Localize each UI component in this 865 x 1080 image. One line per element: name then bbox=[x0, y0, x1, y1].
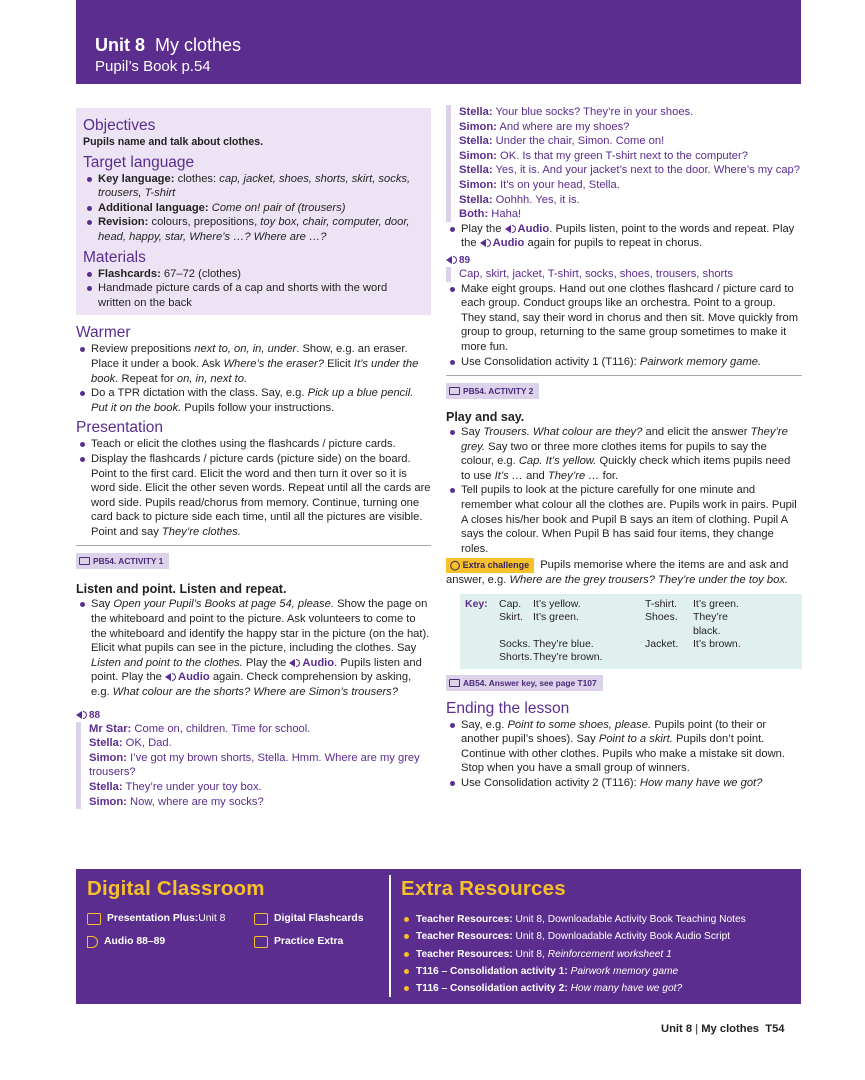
extra-challenge-badge: ◯ Extra challenge bbox=[446, 558, 534, 573]
activity-2-list bbox=[446, 425, 802, 556]
digital-flashcards-link[interactable]: Digital Flashcards bbox=[254, 912, 364, 926]
audio-script-88 bbox=[76, 722, 431, 810]
panel-divider bbox=[389, 875, 391, 997]
activity-1-title: Listen and point. Listen and repeat. bbox=[76, 582, 287, 597]
speaker-icon bbox=[87, 936, 98, 948]
audio-script-89: Cap, skirt, jacket, T-shirt, socks, shoes, trousers, shorts bbox=[446, 267, 802, 282]
speaker-icon bbox=[480, 239, 486, 247]
list-item: Do a TPR dictation with the class. Say, e.g. Pick up a blue pencil. Put it on the book. Pupils follow your instructions. bbox=[76, 386, 431, 415]
book-reference: Pupil’s Book p.54 bbox=[95, 58, 211, 75]
page-footer: Unit 8 | My clothes T54 bbox=[661, 1023, 785, 1035]
book-icon bbox=[449, 387, 460, 395]
presentation-plus-link[interactable]: Presentation Plus: Unit 8 bbox=[87, 912, 225, 926]
dialog-line: Stella: Yes, it is. And your jacket’s next to the door. Where’s my cap? bbox=[459, 164, 800, 177]
audio-script-88-continued bbox=[446, 105, 802, 222]
presentation-heading: Presentation bbox=[76, 419, 164, 437]
list-item: Display the flashcards / picture cards (picture side) on the board. Point to the first card. Elicit the word and then turn it over so it is word side. Elicit the other seven words. Repeat until all the cards are word side. Pupils read/chorus from memory. Continue, turning one card back to picture side each time, until all the pictures are visible. Point and say They’re clothes. bbox=[76, 452, 431, 540]
materials-heading: Materials bbox=[83, 248, 146, 266]
left-column bbox=[76, 108, 431, 809]
target-language-heading: Target language bbox=[83, 153, 195, 171]
activity-2-tag: PB54. ACTIVITY 2 bbox=[446, 383, 539, 399]
list-item: Use Consolidation activity 2 (T116): How many have we got? bbox=[446, 776, 802, 791]
list-item: Say, e.g. Point to some shoes, please. Pupils point (to their or another pupil’s shoes). Say Point to a skirt. Pupils don’t point. Continue with other clothes. Pupils who make a mistake sit down. Stop when you have a small group of winners. bbox=[446, 718, 802, 776]
page-number: T54 bbox=[765, 1023, 785, 1035]
presentation-icon bbox=[87, 913, 101, 925]
book-icon bbox=[79, 557, 90, 565]
resource-item[interactable]: Teacher Resources: Unit 8, Downloadable Activity Book Teaching Notes bbox=[401, 911, 796, 928]
presentation-list bbox=[76, 437, 431, 539]
objectives-text: Pupils name and talk about clothes. bbox=[83, 136, 264, 148]
speaker-icon bbox=[505, 225, 511, 233]
dialog-line: Simon: I’ve got my brown shorts, Stella. Hmm. Where are my grey trousers? bbox=[89, 751, 420, 779]
audio-track-89: 89 bbox=[446, 254, 802, 267]
dialog-line: Simon: It’s on your head, Stella. bbox=[459, 178, 620, 191]
list-item: Tell pupils to look at the picture carefully for one minute and remember what colour all the clothes are. Pupils work in pairs. Pupil A closes his/her book and Pupil B says an item of clothing. Pupil A says the colour. When Pupil B has said four items, they change roles. bbox=[446, 483, 802, 556]
unit-title: My clothes bbox=[155, 35, 242, 55]
answer-key: Key: Cap. It’s yellow. T-shirt. It’s green. Skirt. It’s green. Shoes. They’re black. Socks. They’re blue. Jacket. It’s brown. Shorts. They’re brown. bbox=[460, 594, 802, 668]
speaker-icon bbox=[76, 711, 82, 719]
list-item: Handmade picture cards of a cap and shorts with the word written on the back bbox=[83, 281, 423, 310]
divider bbox=[446, 375, 802, 376]
unit-number: Unit 8 bbox=[95, 35, 146, 55]
dialog-line: Stella: Your blue socks? They’re in your shoes. bbox=[459, 106, 694, 118]
resource-item[interactable]: Teacher Resources: Unit 8, Reinforcement worksheet 1 bbox=[401, 946, 796, 963]
extra-resources-list bbox=[401, 911, 796, 997]
ending-heading: Ending the lesson bbox=[446, 699, 570, 717]
list-item: Revision: colours, prepositions, toy box, chair, computer, door, head, happy, star, Where’s …? Where are …? bbox=[83, 215, 423, 244]
ending-list bbox=[446, 718, 802, 791]
target-language-list bbox=[83, 172, 423, 245]
list-item: Say Trousers. What colour are they? and elicit the answer They’re grey. Say two or three more clothes items for pupils to say the colour, e.g. Cap. It’s yellow. Quickly check which items pupils need to use It’s … and They’re … for. bbox=[446, 425, 802, 483]
activity-2-title: Play and say. bbox=[446, 410, 525, 425]
list-item: Make eight groups. Hand out one clothes flashcard / picture card to each group. Conduct groups like an orchestra. Point to a group. They stand, say their word in chorus and then sit. Move quickly from group to group, returning to the same group sometimes to make it more fun. bbox=[446, 282, 802, 355]
group-activity-list bbox=[446, 282, 802, 370]
audio-link[interactable]: Audio 88–89 bbox=[87, 935, 165, 949]
digital-classroom-heading: Digital Classroom bbox=[87, 877, 265, 900]
list-item: Play the Audio. Pupils listen, point to the words and repeat. Play the Audio again for pupils to repeat in chorus. bbox=[446, 222, 802, 251]
activity-1-tag: PB54. ACTIVITY 1 bbox=[76, 553, 169, 569]
resource-item[interactable]: T116 – Consolidation activity 2: How many have we got? bbox=[401, 980, 796, 997]
divider bbox=[76, 545, 431, 546]
dialog-line: Simon: Now, where are my socks? bbox=[89, 795, 264, 808]
key-label: Key: bbox=[465, 598, 488, 611]
list-item: Flashcards: 67–72 (clothes) bbox=[83, 267, 423, 282]
list-item: Say Open your Pupil’s Books at page 54, please. Show the page on the whiteboard and point to the picture. Ask volunteers to come to the whiteboard and identify the happy star in the picture (on the hat). Elicit what pupils can see in the picture, including the clothes. Say Listen and point to the clothes. Play the Audio. Pupils listen and point. Play the Audio again. Check comprehension by asking, e.g. What colour are the shorts? Where are Simon’s trousers? bbox=[76, 597, 431, 699]
list-item: Use Consolidation activity 1 (T116): Pairwork memory game. bbox=[446, 355, 802, 370]
materials-list bbox=[83, 267, 423, 311]
list-item: Key language: clothes: cap, jacket, shoes, shorts, skirt, socks, trousers, T-shirt bbox=[83, 172, 423, 201]
dialog-line: Stella: They’re under your toy box. bbox=[89, 781, 262, 793]
list-item: Additional language: Come on! pair of (trousers) bbox=[83, 201, 423, 216]
list-item: Review prepositions next to, on, in, under. Show, e.g. an eraser. Place it under a book. Ask Where’s the eraser? Elicit It’s under the book. Repeat for on, in, next to. bbox=[76, 342, 431, 386]
right-column bbox=[446, 105, 802, 790]
speaker-icon bbox=[446, 256, 452, 264]
dialog-line: Simon: OK. Is that my green T-shirt next to the computer? bbox=[459, 149, 748, 162]
list-item: Teach or elicit the clothes using the flashcards / picture cards. bbox=[76, 437, 431, 452]
warmer-list bbox=[76, 342, 431, 415]
play-icon bbox=[254, 936, 268, 948]
dialog-line: Stella: Oohhh. Yes, it is. bbox=[459, 193, 580, 206]
extra-challenge: ◯ Extra challenge Pupils memorise where the items are and ask and answer, e.g. Where are the grey trousers? They’re under the toy box. bbox=[446, 559, 789, 587]
activity-book-tag: AB54. Answer key, see page T107 bbox=[446, 675, 603, 691]
resource-item[interactable]: Teacher Resources: Unit 8, Downloadable Activity Book Audio Script bbox=[401, 928, 796, 945]
speaker-icon bbox=[165, 673, 171, 681]
dialog-line: Stella: Under the chair, Simon. Come on! bbox=[459, 135, 665, 148]
practice-extra-link[interactable]: Practice Extra bbox=[254, 935, 343, 949]
unit-header bbox=[76, 0, 801, 84]
flashcards-icon bbox=[254, 913, 268, 925]
objectives-box bbox=[76, 108, 431, 315]
book-icon bbox=[449, 679, 460, 687]
dialog-line: Mr Star: Come on, children. Time for school. bbox=[89, 722, 311, 735]
speaker-icon bbox=[289, 659, 295, 667]
dialog-line: Simon: And where are my shoes? bbox=[459, 120, 630, 133]
activity-1-list bbox=[76, 597, 431, 699]
resource-item[interactable]: T116 – Consolidation activity 1: Pairwork memory game bbox=[401, 963, 796, 980]
play-audio-list bbox=[446, 222, 802, 251]
resources-panel bbox=[76, 869, 801, 1004]
extra-resources-heading: Extra Resources bbox=[401, 877, 566, 900]
objectives-heading: Objectives bbox=[83, 117, 156, 134]
audio-track-88: 88 bbox=[76, 709, 431, 722]
warmer-heading: Warmer bbox=[76, 324, 131, 342]
dialog-line: Stella: OK, Dad. bbox=[89, 737, 172, 750]
dialog-line: Both: Haha! bbox=[459, 208, 522, 221]
